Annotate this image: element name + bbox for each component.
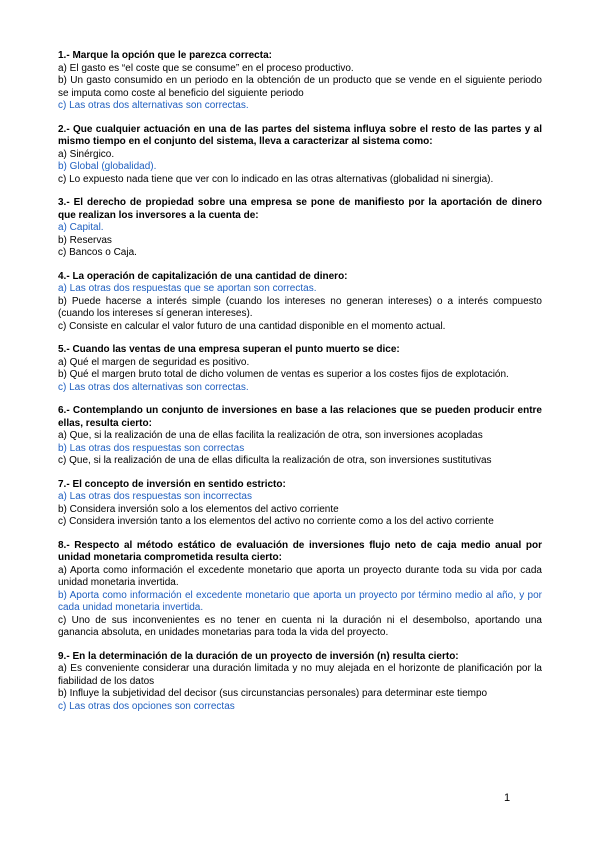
answer-option: c) Consiste en calcular el valor futuro de una cantidad disponible en el momento actual. [58, 320, 446, 332]
answer-option: c) Bancos o Caja. [58, 247, 137, 258]
question-5 [58, 344, 542, 394]
answer-option-correct: a) Las otras dos respuestas que se aportan son correctas. [58, 283, 317, 294]
answer-option-correct: b) Las otras dos respuestas son correctas [58, 442, 245, 454]
answer-option: b) Influye la subjetividad del decisor (sus circunstancias personales) para determinar este tiempo [58, 688, 488, 699]
answer-option: b) Puede hacerse a interés simple (cuando los intereses no generan intereses) o a interés compuesto (cuando los intereses sí generan intereses). [58, 295, 542, 319]
question-4 [58, 271, 542, 334]
answer-option: a) Es conveniente considerar una duración limitada y no muy alejada en el horizonte de planificación por la fiabilidad de los datos [58, 663, 542, 687]
answer-option: c) Que, si la realización de una de ellas dificulta la realización de otra, son inversiones sustitutivas [58, 455, 492, 466]
question-8 [58, 540, 542, 640]
question-title: 9.- En la determinación de la duración de un proyecto de inversión (n) resulta cierto: [58, 650, 459, 662]
question-6 [58, 405, 542, 468]
answer-option-correct: a) Las otras dos respuestas son incorrectas [58, 491, 252, 502]
question-title: 6.- Contemplando un conjunto de inversiones en base a las relaciones que se pueden producir entre ellas, resulta cierto: [58, 405, 542, 429]
answer-option: c) Considera inversión tanto a los elementos del activo no corriente como a los del activo corriente [58, 516, 494, 527]
answer-option: b) Considera inversión solo a los elementos del activo corriente [58, 503, 339, 515]
answer-option: a) Que, si la realización de una de ellas facilita la realización de otra, son inversiones acopladas [58, 430, 483, 441]
question-list [58, 50, 542, 713]
question-title: 7.- El concepto de inversión en sentido estricto: [58, 478, 286, 490]
answer-option: c) Uno de sus inconvenientes es no tener en cuenta ni la duración ni el desembolso, aportando una ganancia absoluta, en unidades monetarias para toda la vida del proyecto. [58, 614, 542, 638]
exam-page [58, 50, 542, 724]
question-title: 8.- Respecto al método estático de evaluación de inversiones flujo neto de caja medio anual por unidad monetaria comprometida resulta cierto: [58, 539, 542, 563]
answer-option: c) Lo expuesto nada tiene que ver con lo indicado en las otras alternativas (globalidad ni sinergia). [58, 173, 494, 185]
question-title: 1.- Marque la opción que le parezca correcta: [58, 50, 272, 61]
answer-option-correct: b) Aporta como información el excedente monetario que aporta un proyecto por término medio al año, y por cada unidad monetaria invertida. [58, 589, 542, 613]
question-2 [58, 124, 542, 187]
question-7 [58, 479, 542, 529]
answer-option: a) Aporta como información el excedente monetario que aporta un proyecto durante toda su vida por cada unidad monetaria invertida. [58, 564, 542, 588]
question-title: 4.- La operación de capitalización de una cantidad de dinero: [58, 270, 348, 282]
answer-option-correct: c) Las otras dos alternativas son correctas. [58, 381, 249, 393]
answer-option: b) Un gasto consumido en un periodo en la obtención de un producto que se vende en el siguiente periodo se imputa como coste al beneficio del siguiente periodo [58, 75, 542, 99]
question-title: 5.- Cuando las ventas de una empresa superan el punto muerto se dice: [58, 344, 400, 355]
answer-option-correct: b) Global (globalidad). [58, 161, 157, 172]
question-title: 2.- Que cualquier actuación en una de las partes del sistema influya sobre el resto de las partes y al mismo tiempo en el conjunto del sistema, lleva a caracterizar al sistema como: [58, 123, 542, 147]
question-title: 3.- El derecho de propiedad sobre una empresa se pone de manifiesto por la aportación de dinero que realizan los inversores a la cuenta de: [58, 197, 542, 221]
question-1 [58, 50, 542, 113]
answer-option: b) Qué el margen bruto total de dicho volumen de ventas es superior a los costes fijos de explotación. [58, 369, 509, 380]
answer-option: b) Reservas [58, 234, 112, 246]
page-number: 1 [504, 792, 511, 804]
answer-option-correct: a) Capital. [58, 222, 104, 233]
answer-option-correct: c) Las otras dos alternativas son correctas. [58, 100, 249, 111]
answer-option: a) Qué el margen de seguridad es positivo. [58, 356, 250, 368]
question-9 [58, 651, 542, 714]
question-3 [58, 197, 542, 260]
answer-option: a) El gasto es “el coste que se consume” en el proceso productivo. [58, 62, 354, 74]
answer-option-correct: c) Las otras dos opciones son correctas [58, 700, 235, 712]
answer-option: a) Sinérgico. [58, 148, 115, 160]
